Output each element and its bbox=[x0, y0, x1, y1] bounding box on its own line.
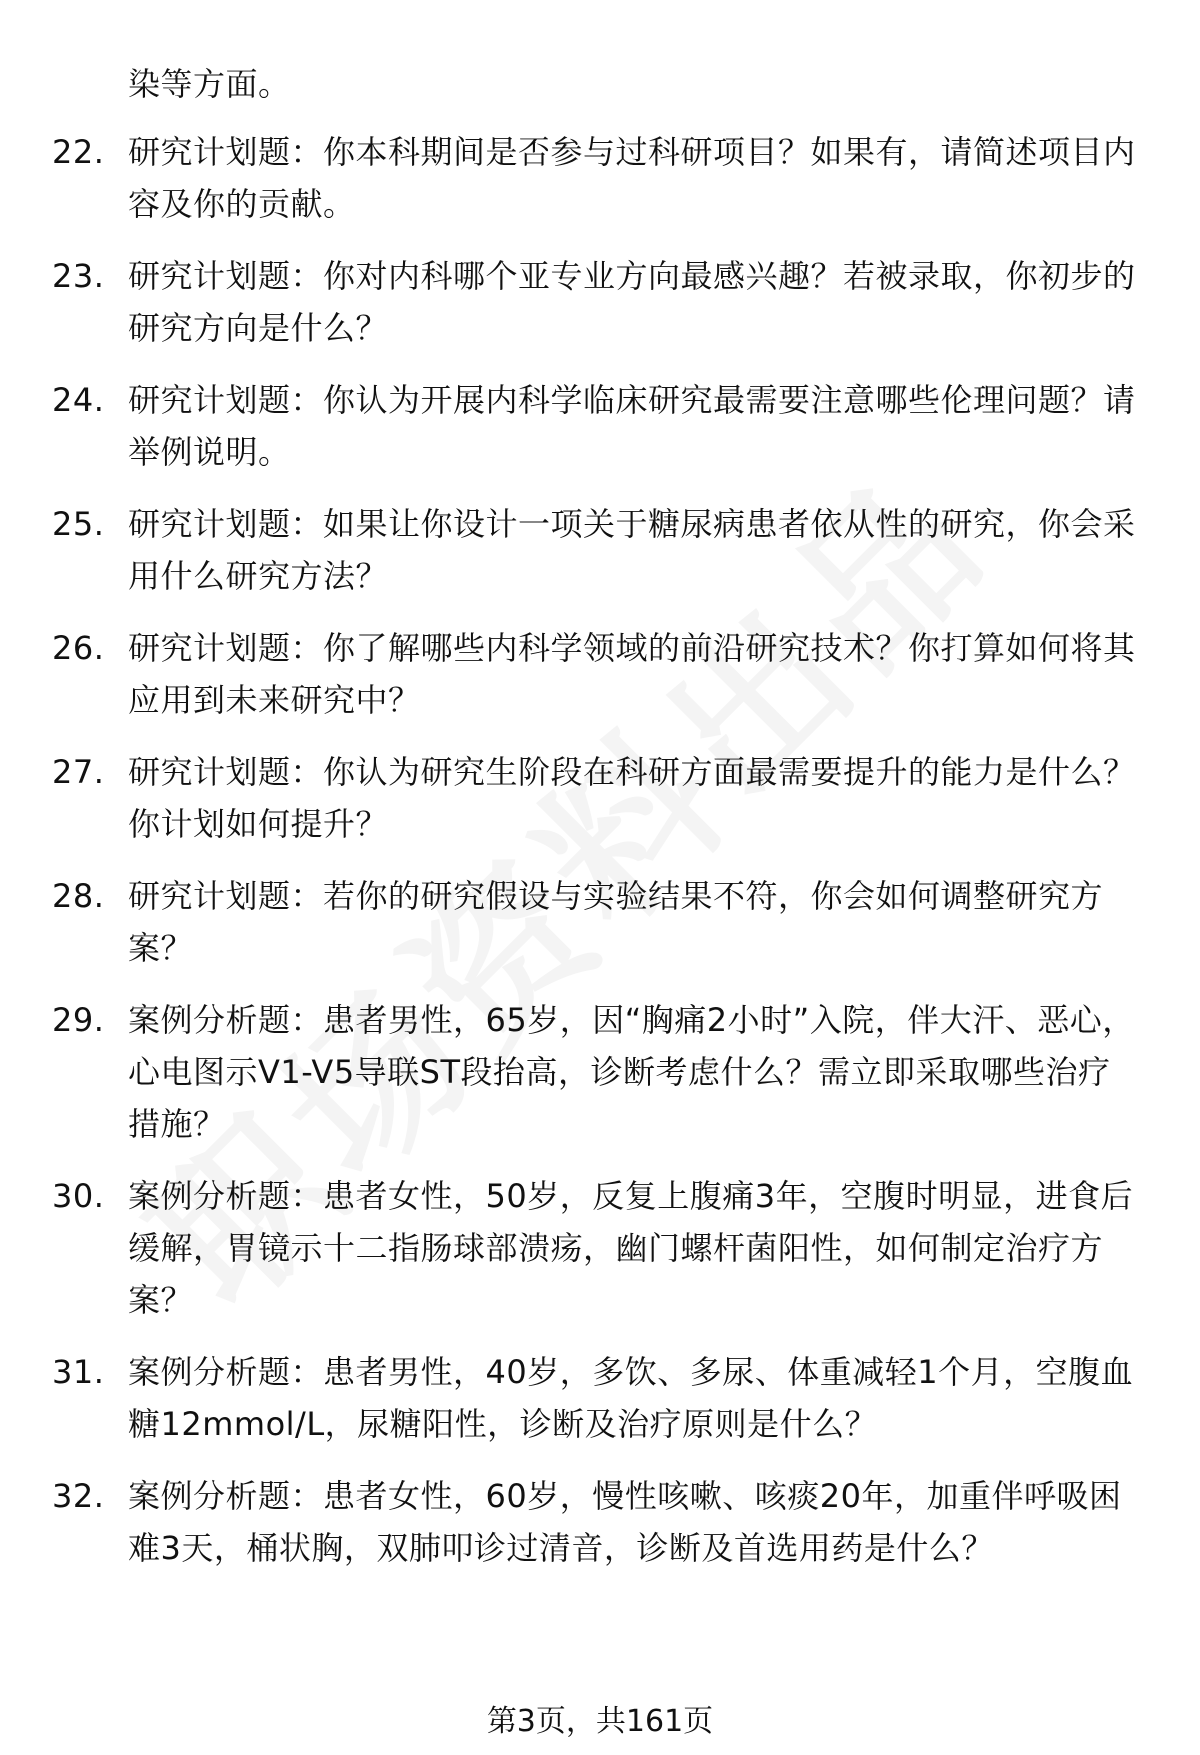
question-number: 27. bbox=[52, 753, 105, 791]
question-number: 26. bbox=[52, 629, 105, 667]
question-item bbox=[0, 1170, 1138, 1326]
question-item bbox=[0, 994, 1138, 1150]
page-content bbox=[0, 58, 1200, 1594]
question-text: 案例分析题：患者女性，50岁，反复上腹痛3年，空腹时明显，进食后缓解，胃镜示十二指肠球部溃疡，幽门螺杆菌阳性，如何制定治疗方案？ bbox=[128, 1177, 1134, 1319]
question-text: 研究计划题：你对内科哪个亚专业方向最感兴趣？若被录取，你初步的研究方向是什么？ bbox=[128, 257, 1136, 347]
question-number: 24. bbox=[52, 381, 105, 419]
question-number: 29. bbox=[52, 1001, 105, 1039]
question-text: 案例分析题：患者男性，65岁，因“胸痛2小时”入院，伴大汗、恶心，心电图示V1-V5导联ST段抬高，诊断考虑什么？需立即采取哪些治疗措施？ bbox=[128, 1001, 1135, 1143]
question-text: 研究计划题：你认为研究生阶段在科研方面最需要提升的能力是什么？你计划如何提升？ bbox=[128, 753, 1136, 843]
question-item bbox=[0, 1470, 1138, 1574]
question-item bbox=[0, 498, 1138, 602]
page-footer: 第3页，共161页 bbox=[486, 1704, 714, 1739]
question-text: 案例分析题：患者女性，60岁，慢性咳嗽、咳痰20年，加重伴呼吸困难3天，桶状胸，双肺叩诊过清音，诊断及首选用药是什么？ bbox=[128, 1477, 1122, 1567]
question-item bbox=[0, 870, 1138, 974]
question-text: 研究计划题：若你的研究假设与实验结果不符，你会如何调整研究方案？ bbox=[128, 877, 1104, 967]
question-number: 22. bbox=[52, 133, 105, 171]
question-item bbox=[0, 126, 1138, 230]
question-item bbox=[0, 250, 1138, 354]
question-text: 案例分析题：患者男性，40岁，多饮、多尿、体重减轻1个月，空腹血糖12mmol/L，尿糖阳性，诊断及治疗原则是什么？ bbox=[128, 1353, 1134, 1443]
question-item bbox=[0, 1346, 1138, 1450]
question-number: 23. bbox=[52, 257, 105, 295]
question-number: 25. bbox=[52, 505, 105, 543]
question-text: 研究计划题：你了解哪些内科学领域的前沿研究技术？你打算如何将其应用到未来研究中？ bbox=[128, 629, 1136, 719]
question-number: 31. bbox=[52, 1353, 105, 1391]
question-text: 研究计划题：你认为开展内科学临床研究最需要注意哪些伦理问题？请举例说明。 bbox=[128, 381, 1136, 471]
question-number: 28. bbox=[52, 877, 105, 915]
question-item bbox=[0, 374, 1138, 478]
question-text: 研究计划题：如果让你设计一项关于糖尿病患者依从性的研究，你会采用什么研究方法？ bbox=[128, 505, 1136, 595]
question-item bbox=[0, 746, 1138, 850]
question-list bbox=[0, 126, 1200, 1574]
question-text: 研究计划题：你本科期间是否参与过科研项目？如果有，请简述项目内容及你的贡献。 bbox=[128, 133, 1136, 223]
question-number: 32. bbox=[52, 1477, 105, 1515]
question-item bbox=[0, 622, 1138, 726]
continued-text: 染等方面。 bbox=[128, 65, 291, 103]
question-number: 30. bbox=[52, 1177, 105, 1215]
